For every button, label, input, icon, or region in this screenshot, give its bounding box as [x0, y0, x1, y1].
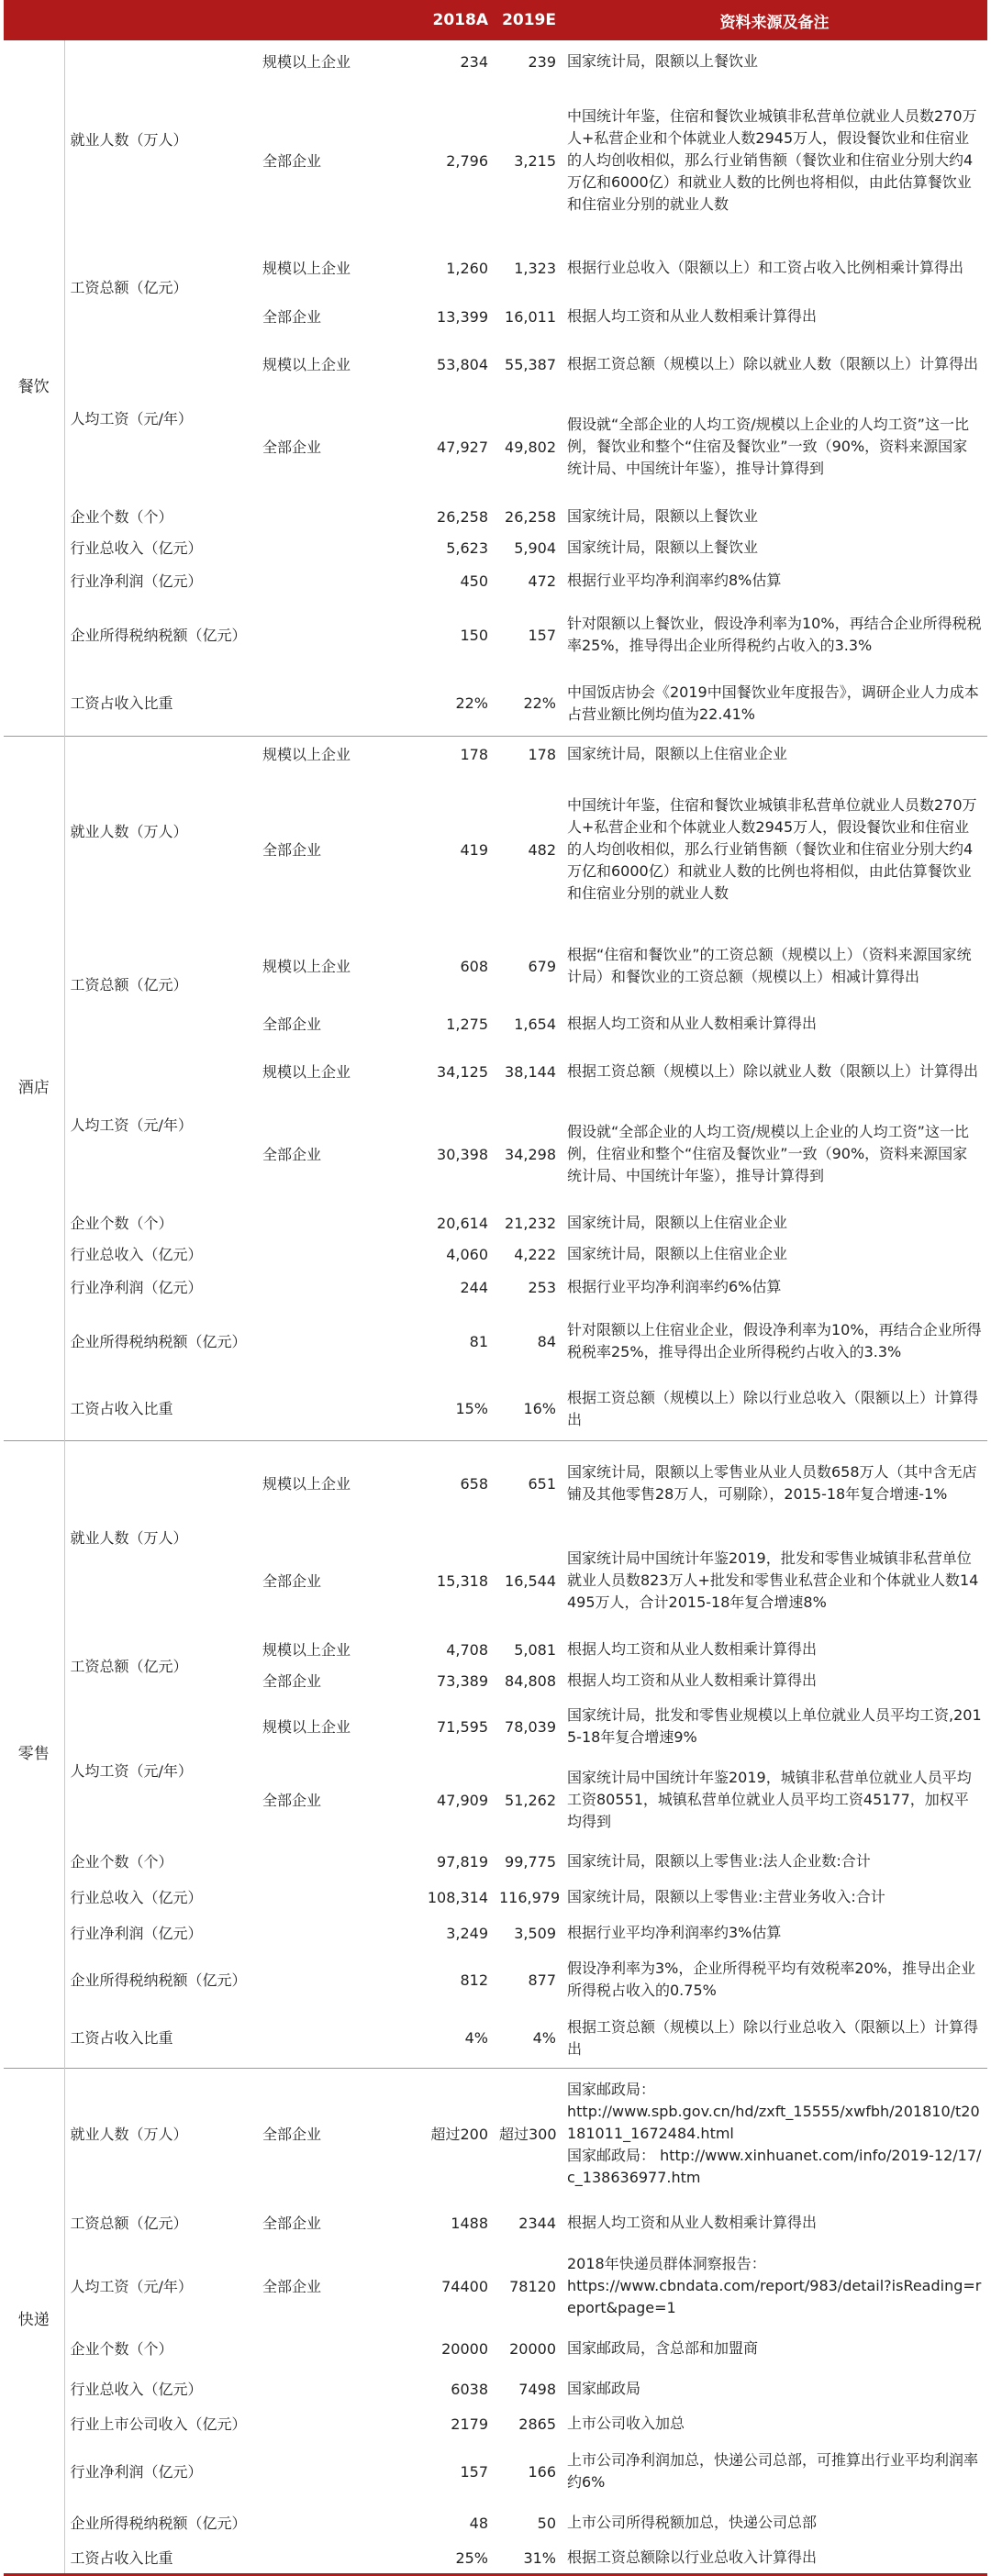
source-note: 国家统计局，限额以上住宿业企业 [562, 736, 987, 772]
table-row [4, 532, 987, 563]
value-2018a: 超过200 [418, 2068, 494, 2200]
value-2019e: 51,262 [505, 1791, 556, 1809]
value-2018a: 1488 [451, 2214, 488, 2232]
value-2018a: 53,804 [437, 355, 488, 373]
value-2018a: 81 [469, 1332, 488, 1350]
table-row [4, 927, 987, 1005]
header-row [4, 0, 987, 40]
table-body [4, 40, 987, 2574]
metric-cell: 企业个数（个） [70, 1852, 173, 1871]
value-2018a: 73,389 [437, 1671, 488, 1690]
value-2018a: 30,398 [437, 1145, 488, 1163]
table-row [4, 336, 987, 393]
section-label: 餐饮 [4, 40, 64, 736]
value-2018a: 47,909 [437, 1791, 488, 1809]
source-note: 根据行业平均净利润率约3%估算 [567, 1924, 782, 1941]
header-cell-section [4, 0, 64, 40]
metric-cell: 企业所得税纳税额（亿元） [70, 626, 247, 644]
source-note: 国家统计局，限额以上零售业:主营业务收入:合计 [567, 1888, 885, 1905]
source-note: 根据人均工资和从业人数相乘计算得出 [567, 1640, 818, 1658]
value-2019e: 4% [532, 2029, 556, 2048]
value-2018a: 150 [460, 626, 488, 644]
table-row [4, 2246, 987, 2326]
scope-cell: 规模以上企业 [262, 957, 351, 975]
source-note: 国家统计局，限额以上餐饮业 [567, 539, 759, 556]
value-2018a: 6038 [451, 2380, 488, 2398]
scope-cell: 全部企业 [262, 1791, 322, 1809]
value-2019e: 5,904 [514, 539, 556, 557]
metric-cell: 行业净利润（亿元） [70, 1924, 203, 1942]
table-row [4, 672, 987, 736]
metric-cell: 行业上市公司收入（亿元） [70, 2415, 247, 2433]
value-2018a: 25% [455, 2548, 488, 2567]
scope-cell: 规模以上企业 [262, 1717, 351, 1736]
source-note: 根据人均工资和从业人数相乘计算得出 [567, 307, 818, 325]
scope-cell: 全部企业 [262, 438, 322, 456]
value-2019e: 84 [537, 1332, 556, 1350]
value-2019e: 31% [523, 2548, 556, 2567]
metric-cell: 行业净利润（亿元） [70, 1278, 203, 1296]
source-note: 根据工资总额（规模以上）除以行业总收入（限额以上）计算得出 [567, 1388, 979, 1428]
metric-cell: 企业所得税纳税额（亿元） [70, 1971, 247, 1989]
table-row [4, 2407, 987, 2440]
value-2018a: 244 [460, 1278, 488, 1296]
value-2019e: 239 [528, 52, 556, 71]
value-2018a: 108,314 [427, 1888, 488, 1906]
table-row [4, 1207, 987, 1238]
metric-cell: 就业人数（万人） [64, 2068, 257, 2200]
table-row [4, 2326, 987, 2371]
source-note: 假设就“全部企业的人均工资/规模以上企业的人均工资”这一比例，住宿业和整个“住宿及餐饮业”一致（90%，资料来源国家统计局、中国统计年鉴），推导计算得到 [567, 1123, 969, 1184]
table-row [4, 1378, 987, 1440]
value-2019e: 1,323 [514, 259, 556, 277]
metric-cell: 就业人数（万人） [64, 736, 257, 927]
scope-cell: 规模以上企业 [257, 1440, 418, 1527]
value-2019e: 166 [528, 2462, 556, 2481]
source-note: 中国统计年鉴，住宿和餐饮业城镇非私营单位就业人员数270万人+私营企业和个体就业人数2945万人，假设餐饮业和住宿业的人均创收相似，那么行业销售额（餐饮业和住宿业分别大约4万亿和6000亿）和就业人数的比例也将相似，由此估算餐饮业和住宿业分别的就业人数 [567, 796, 977, 902]
table-row [4, 2503, 987, 2543]
metric-cell: 人均工资（元/年） [70, 409, 193, 427]
table-row [4, 1042, 987, 1101]
value-2018a: 13,399 [437, 307, 488, 326]
metric-cell: 行业净利润（亿元） [70, 572, 203, 590]
value-2018a: 48 [469, 2514, 488, 2532]
value-2019e: 84,808 [505, 1671, 556, 1690]
value-2019e: 55,387 [505, 355, 556, 373]
scope-cell: 全部企业 [262, 1145, 322, 1163]
metric-cell: 人均工资（元/年） [70, 1761, 193, 1780]
value-2019e: 1,654 [514, 1015, 556, 1033]
value-2018a: 608 [460, 957, 488, 975]
source-note: 国家统计局中国统计年鉴2019，批发和零售业城镇非私营单位就业人员数823万人+批发和零售业私营企业和个体就业人数14495万人，合计2015-18年复合增速8% [567, 1549, 979, 1611]
value-2018a: 419 [460, 840, 488, 859]
source-note: 中国饭店协会《2019中国餐饮业年度报告》，调研企业人力成本占营业额比例均值为22.41% [567, 683, 979, 723]
value-2019e: 482 [528, 840, 556, 859]
scope-cell: 规模以上企业 [262, 259, 351, 277]
value-2018a: 234 [460, 52, 488, 71]
value-2019e: 50 [537, 2514, 556, 2532]
metric-cell: 工资占收入比重 [70, 2029, 173, 2048]
value-2019e: 21,232 [505, 1214, 556, 1232]
value-2019e: 157 [528, 626, 556, 644]
source-note: 根据行业平均净利润率约6%估算 [567, 1278, 782, 1295]
source-note: 根据工资总额（规模以上）除以行业总收入（限额以上）计算得出 [567, 2017, 979, 2058]
metric-cell: 工资占收入比重 [70, 694, 173, 713]
source-note: 根据行业总收入（限额以上）和工资占收入比例相乘计算得出 [567, 259, 964, 276]
source-note: 根据工资总额（规模以上）除以就业人数（限额以上）计算得出 [567, 1062, 979, 1080]
metric-cell: 企业个数（个） [70, 1214, 173, 1232]
source-note: 国家邮政局，含总部和加盟商 [567, 2339, 759, 2357]
metric-cell: 行业净利润（亿元） [70, 2462, 203, 2481]
value-2018a: 34,125 [437, 1062, 488, 1081]
header-cell-2019e: 2019E [494, 0, 562, 40]
value-2019e: 99,775 [505, 1852, 556, 1871]
table-row [4, 1635, 987, 1664]
table-row [4, 1844, 987, 1879]
metric-cell: 工资总额（亿元） [70, 2214, 188, 2232]
source-note: 国家统计局，批发和零售业规模以上单位就业人员平均工资,2015-18年复合增速9% [567, 1706, 982, 1746]
scope-cell: 规模以上企业 [262, 52, 351, 71]
value-2018a: 5,623 [446, 539, 488, 557]
table-row [4, 736, 987, 772]
value-2018a: 1,275 [446, 1015, 488, 1033]
value-2018a: 22% [455, 694, 488, 713]
value-2019e: 16,011 [505, 307, 556, 326]
table-row [4, 2440, 987, 2503]
value-2019e: 116,979 [499, 1888, 561, 1906]
table-row [4, 1440, 987, 1527]
value-2018a: 15,318 [437, 1571, 488, 1590]
table-row [4, 2200, 987, 2246]
value-2018a: 178 [418, 736, 494, 772]
value-2018a: 20,614 [437, 1214, 488, 1232]
value-2018a: 15% [455, 1400, 488, 1418]
value-2018a: 20000 [441, 2339, 488, 2358]
scope-cell: 全部企业 [262, 151, 322, 170]
metric-cell: 工资总额（亿元） [70, 278, 188, 296]
scope-cell: 规模以上企业 [262, 1640, 351, 1659]
value-2018a: 4,060 [446, 1245, 488, 1263]
source-note: 上市公司所得税额加总，快递公司总部 [567, 2514, 818, 2531]
source-note: 国家统计局，限额以上住宿业企业 [567, 1214, 788, 1231]
source-note: 国家邮政局 [567, 2380, 641, 2397]
metric-cell: 企业所得税纳税额（亿元） [70, 1332, 247, 1350]
source-note: 上市公司收入加总 [567, 2415, 685, 2432]
source-note: 针对限额以上住宿业企业，假设净利率为10%，再结合企业所得税税率25%，推导得出企业所得税约占收入的3.3% [567, 1321, 982, 1360]
metric-cell: 企业个数（个） [70, 507, 173, 526]
table-row [4, 1270, 987, 1305]
value-2019e: 877 [528, 1971, 556, 1989]
value-2019e: 26,258 [505, 507, 556, 526]
scope-cell: 全部企业 [262, 1671, 322, 1690]
table-row [4, 1915, 987, 1950]
scope-cell: 全部企业 [262, 1571, 322, 1590]
metric-cell: 行业总收入（亿元） [70, 539, 203, 557]
scope-cell: 全部企业 [262, 840, 322, 859]
value-2019e: 2344 [518, 2214, 556, 2232]
metric-cell: 行业总收入（亿元） [70, 1245, 203, 1263]
value-2018a: 71,595 [437, 1717, 488, 1736]
table-row [4, 1697, 987, 1756]
section-label: 酒店 [4, 736, 64, 1440]
value-2018a: 157 [460, 2462, 488, 2481]
scope-cell: 全部企业 [262, 1015, 322, 1033]
table-row [4, 2371, 987, 2407]
scope-cell: 规模以上企业 [262, 1062, 351, 1081]
metric-cell: 就业人数（万人） [64, 1440, 257, 1635]
table-row [4, 239, 987, 297]
value-2019e: 679 [528, 957, 556, 975]
value-2018a: 4% [464, 2029, 488, 2048]
source-note: 国家统计局，限额以上零售业从业人员数658万人（其中含无店铺及其他零售28万人，可剔除），2015-18年复合增速-1% [562, 1440, 987, 1527]
source-note: 根据人均工资和从业人数相乘计算得出 [567, 2214, 818, 2231]
source-note: 根据行业平均净利润率约8%估算 [567, 572, 782, 589]
value-2019e: 34,298 [505, 1145, 556, 1163]
value-2019e: 4,222 [514, 1245, 556, 1263]
value-2019e: 16% [523, 1400, 556, 1418]
header-cell-metric [64, 0, 257, 40]
value-2018a: 74400 [441, 2277, 488, 2295]
value-2019e: 7498 [518, 2380, 556, 2398]
value-2019e: 2865 [518, 2415, 556, 2433]
header-cell-2018a: 2018A [418, 0, 494, 40]
scope-cell: 全部企业 [262, 307, 322, 326]
source-note: 根据人均工资和从业人数相乘计算得出 [567, 1015, 818, 1032]
value-2019e: 3,509 [514, 1924, 556, 1942]
metric-cell: 人均工资（元/年） [70, 2277, 193, 2295]
metric-cell: 工资总额（亿元） [70, 975, 188, 994]
value-2018a: 4,708 [446, 1640, 488, 1659]
table-row [4, 598, 987, 672]
table-row [4, 2543, 987, 2574]
metric-cell: 工资占收入比重 [70, 1400, 173, 1418]
value-2019e: 178 [494, 736, 562, 772]
data-table [4, 0, 987, 2576]
value-2019e: 49,802 [505, 438, 556, 456]
source-note: 中国统计年鉴，住宿和餐饮业城镇非私营单位就业人员数270万人+私营企业和个体就业人数2945万人，假设餐饮业和住宿业的人均创收相似，那么行业销售额（餐饮业和住宿业分别大约4万亿和6000亿）和就业人数的比例也将相似，由此估算餐饮业和住宿业分别的就业人数 [567, 107, 977, 213]
value-2018a: 3,249 [446, 1924, 488, 1942]
source-note: 国家统计局中国统计年鉴2019，城镇非私营单位就业人员平均工资80551，城镇私营单位就业人员平均工资45177，加权平均得到 [567, 1769, 972, 1830]
table-row [4, 2068, 987, 2200]
scope-cell: 全部企业 [262, 2277, 322, 2295]
source-note: 根据人均工资和从业人数相乘计算得出 [567, 1671, 818, 1689]
value-2019e: 5,081 [514, 1640, 556, 1659]
table-row [4, 1238, 987, 1270]
table-row [4, 1950, 987, 2009]
metric-cell: 人均工资（元/年） [70, 1116, 193, 1134]
value-2018a: 26,258 [437, 507, 488, 526]
section-label: 零售 [4, 1440, 64, 2068]
source-note: 根据“住宿和餐饮业”的工资总额（规模以上）（资料来源国家统计局）和餐饮业的工资总额（规模以上）相减计算得出 [567, 946, 972, 985]
value-2019e: 3,215 [514, 151, 556, 170]
source-note: 2018年快递员群体洞察报告： https://www.cbndata.com/report/983/detail?isReading=report&page=1 [567, 2255, 982, 2316]
value-2019e: 20000 [509, 2339, 556, 2358]
metric-cell: 企业个数（个） [70, 2339, 173, 2358]
scope-cell: 全部企业 [257, 2068, 418, 2200]
metric-cell: 工资占收入比重 [70, 2548, 173, 2567]
value-2019e: 651 [494, 1440, 562, 1527]
value-2019e: 472 [528, 572, 556, 590]
table-row [4, 501, 987, 532]
table-row [4, 1879, 987, 1915]
value-2018a: 450 [460, 572, 488, 590]
header-cell-source: 资料来源及备注 [562, 0, 987, 40]
scope-cell: 全部企业 [262, 2214, 322, 2232]
value-2018a: 658 [418, 1440, 494, 1527]
source-note: 根据工资总额（规模以上）除以就业人数（限额以上）计算得出 [567, 355, 979, 372]
metric-cell: 行业总收入（亿元） [70, 1888, 203, 1906]
value-2018a: 2179 [451, 2415, 488, 2433]
source-note: 针对限额以上餐饮业，假设净利率为10%，再结合企业所得税税率25%，推导得出企业所得税约占收入的3.3% [567, 615, 982, 654]
value-2019e: 78,039 [505, 1717, 556, 1736]
table-row [4, 1305, 987, 1378]
table-row [4, 40, 987, 83]
metric-cell: 行业总收入（亿元） [70, 2380, 203, 2398]
metric-cell: 企业所得税纳税额（亿元） [70, 2514, 247, 2532]
value-2018a: 97,819 [437, 1852, 488, 1871]
value-2018a: 47,927 [437, 438, 488, 456]
source-note: 假设就“全部企业的人均工资/规模以上企业的人均工资”这一比例，餐饮业和整个“住宿及餐饮业”一致（90%，资料来源国家统计局、中国统计年鉴），推导计算得到 [567, 416, 969, 477]
metric-cell: 就业人数（万人） [70, 130, 188, 149]
metric-cell: 工资总额（亿元） [70, 1657, 188, 1675]
value-2019e: 253 [528, 1278, 556, 1296]
source-note: 国家统计局，限额以上餐饮业 [567, 507, 759, 525]
scope-cell: 规模以上企业 [262, 355, 351, 373]
source-note: 根据工资总额除以行业总收入计算得出 [567, 2548, 818, 2567]
value-2019e: 78120 [509, 2277, 556, 2295]
value-2019e: 16,544 [505, 1571, 556, 1590]
source-note: 上市公司净利润加总，快递公司总部，可推算出行业平均利润率约6% [567, 2451, 979, 2491]
table-row [4, 2009, 987, 2068]
source-note: 国家统计局，限额以上零售业:法人企业数:合计 [567, 1852, 871, 1870]
source-note: 国家统计局，限额以上住宿业企业 [567, 1245, 788, 1262]
header-cell-scope [257, 0, 418, 40]
source-note: 国家统计局，限额以上餐饮业 [567, 52, 759, 70]
source-note: 国家邮政局： http://www.spb.gov.cn/hd/zxft_15555/xwfbh/201810/t20181011_1672484.html 国家邮政局： http://www.xinhuanet.com/info/2019-12/17/c_138636977.htm [562, 2068, 987, 2200]
table-row [4, 563, 987, 598]
scope-cell: 规模以上企业 [257, 736, 418, 772]
source-note: 假设净利率为3%，企业所得税平均有效税率20%，推导出企业所得税占收入的0.75% [567, 1960, 975, 1999]
value-2019e: 22% [523, 694, 556, 713]
value-2019e: 38,144 [505, 1062, 556, 1081]
value-2018a: 1,260 [446, 259, 488, 277]
value-2018a: 812 [460, 1971, 488, 1989]
section-label: 快递 [4, 2068, 64, 2574]
value-2019e: 超过300 [494, 2068, 562, 2200]
value-2018a: 2,796 [446, 151, 488, 170]
